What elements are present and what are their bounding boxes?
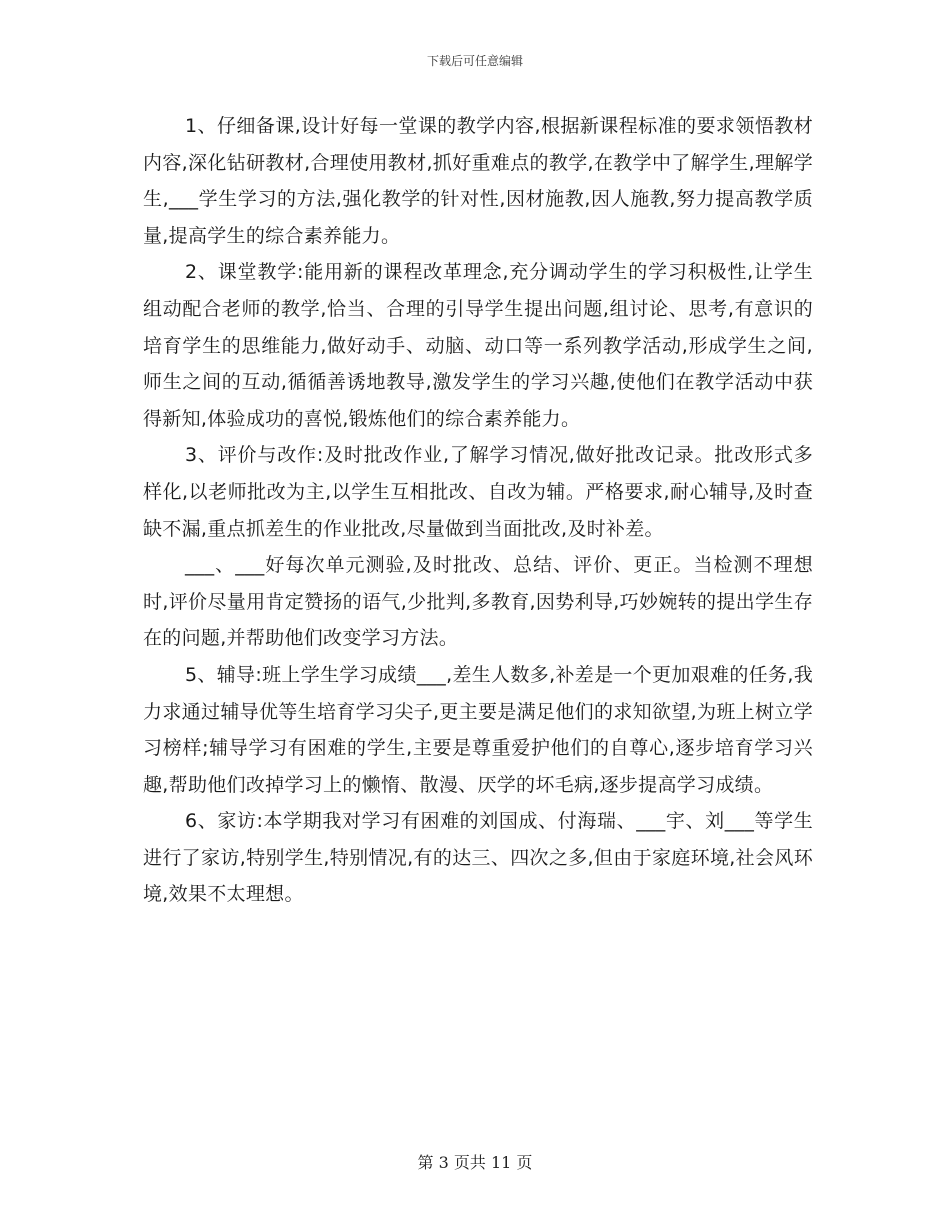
paragraph-classroom-teaching: 2、课堂教学:能用新的课程改革理念,充分调动学生的学习积极性,让学生组动配合老师的教学,恰当、合理的引导学生提出问题,组讨论、思考,有意识的培育学生的思维能力,做好动手、动脑、动口等一系列教学活动,形成学生之间,师生之间的互动,循循善诱地教导,激发学生的学习兴趣,使他们在教学活动中获得新知,体验成功的喜悦,锻炼他们的综合素养能力。 bbox=[143, 261, 813, 430]
paragraph-evaluation-and-grading: 3、评价与改作:及时批改作业,了解学习情况,做好批改记录。批改形式多样化,以老师批改为主,以学生互相批改、自改为辅。严格要求,耐心辅导,及时查缺不漏,重点抓差生的作业批改,尽量做到当面批改,及时补差。 bbox=[143, 444, 813, 540]
paragraph-tutoring: 5、辅导:班上学生学习成绩___,差生人数多,补差是一个更加艰难的任务,我力求通过辅导优等生培育学习尖子,更主要是满足他们的求知欲望,为班上树立学习榜样;辅导学习有困难的学生,主要是尊重爱护他们的自尊心,逐步培育学习兴趣,帮助他们改掉学习上的懒惰、散漫、厌学的坏毛病,逐步提高学习成绩。 bbox=[143, 663, 813, 796]
page-header: 下载后可任意编辑 bbox=[426, 54, 523, 68]
page-footer: 第 3 页共 11 页 bbox=[417, 1153, 533, 1172]
paragraph-unit-tests: ___、___好每次单元测验,及时批改、总结、评价、更正。当检测不理想时,评价尽量用肯定赞扬的语气,少批判,多教育,因势利导,巧妙婉转的提出学生存在的问题,并帮助他们改变学习方法。 bbox=[143, 554, 813, 650]
document-body bbox=[143, 108, 813, 913]
paragraph-lesson-preparation: 1、仔细备课,设计好每一堂课的教学内容,根据新课程标准的要求领悟教材内容,深化钻研教材,合理使用教材,抓好重难点的教学,在教学中了解学生,理解学生,___学生学习的方法,强化教学的针对性,因材施教,因人施教,努力提高教学质量,提高学生的综合素养能力。 bbox=[143, 115, 813, 247]
paragraph-home-visits: 6、家访:本学期我对学习有困难的刘国成、付海瑞、___宇、刘___等学生进行了家访,特别学生,特别情况,有的达三、四次之多,但由于家庭环境,社会风环境,效果不太理想。 bbox=[143, 810, 813, 906]
